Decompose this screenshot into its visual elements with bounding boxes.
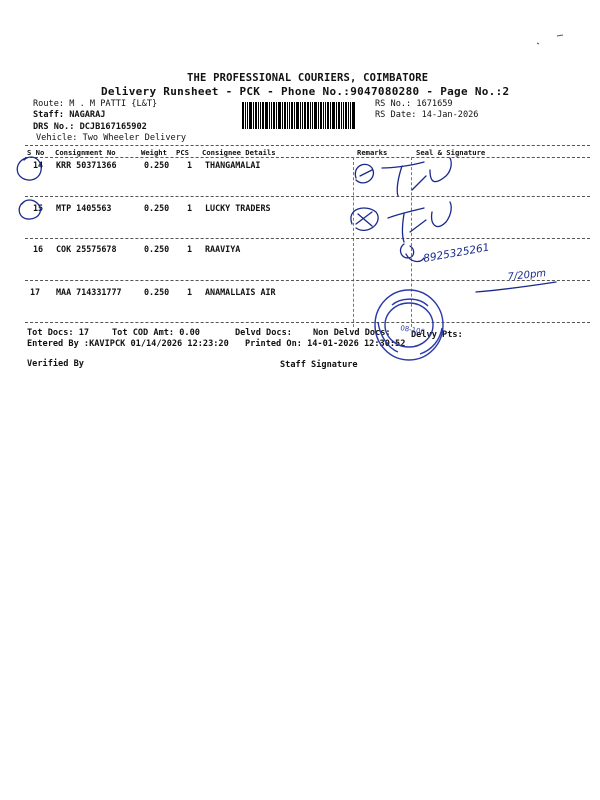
row-pcs: 1: [187, 287, 193, 297]
entered-by: Entered By :KAVIPCK 01/14/2026 12:23:20: [27, 339, 229, 349]
row-pcs: 1: [187, 160, 193, 170]
vehicle-label: Vehicle: Two Wheeler Delivery: [36, 133, 187, 143]
staff-label: Staff: NAGARAJ: [33, 110, 106, 120]
row-sno: 16: [33, 244, 44, 254]
col-consignment: Consignment No: [55, 148, 116, 157]
row-consignee: ANAMALLAIS AIR: [205, 287, 276, 297]
verified-by: Verified By: [27, 359, 84, 369]
route-label: Route: M . M PATTI {L&T}: [33, 99, 158, 109]
row16-phone-handwriting: 8925325261: [422, 241, 491, 265]
delivered-docs: Delvd Docs:: [235, 328, 292, 338]
stamp-date: 08-106: [399, 324, 426, 337]
delivery-points: Delvy Pts:: [411, 330, 463, 340]
company-title: THE PROFESSIONAL COURIERS, COIMBATORE: [187, 72, 429, 84]
col-seal-signature: Seal & Signature: [416, 148, 486, 157]
remarks-divider: [353, 157, 354, 327]
row-sno: 14: [33, 160, 44, 170]
row-weight: 0.250: [144, 160, 170, 170]
row-consignee: THANGAMALAI: [205, 160, 261, 170]
row-weight: 0.250: [144, 244, 170, 254]
non-delivered-docs: Non Delvd Docs:: [313, 328, 391, 338]
row-sno: 15: [33, 203, 44, 213]
rs-date: RS Date: 14-Jan-2026: [375, 110, 479, 120]
drs-number: DRS No.: DCJB167165902: [33, 122, 147, 132]
corner-speck: [537, 35, 563, 44]
row-consignment: MTP 1405563: [56, 203, 112, 213]
col-remarks: Remarks: [357, 148, 388, 157]
remark-scribble: [355, 164, 373, 183]
printed-on: Printed On: 14-01-2026 12:30:52: [245, 339, 406, 349]
barcode: [242, 102, 370, 129]
delivery-stamp: [375, 290, 443, 360]
staff-signature: Staff Signature: [280, 360, 358, 370]
row-consignment: MAA 714331777: [56, 287, 122, 297]
table-header-rule: [25, 157, 590, 158]
row-consignment: KRR 50371366: [56, 160, 117, 170]
row-divider: [25, 280, 590, 281]
row-sno: 17: [30, 287, 41, 297]
row-consignment: COK 25575678: [56, 244, 117, 254]
row-divider: [25, 238, 590, 239]
row-weight: 0.250: [144, 287, 170, 297]
rs-number: RS No.: 1671659: [375, 99, 453, 109]
seal-divider: [411, 157, 412, 327]
signature-scribble: [388, 202, 451, 242]
total-cod-amount: Tot COD Amt: 0.00: [112, 328, 200, 338]
row-consignee: RAAVIYA: [205, 244, 241, 254]
col-weight: Weight: [141, 148, 167, 157]
row16-time-handwriting: 7/20pm: [507, 268, 547, 283]
col-sno: S No: [27, 148, 45, 157]
row-pcs: 1: [187, 203, 193, 213]
runsheet-subtitle: Delivery Runsheet - PCK - Phone No.:9047080280 - Page No.:2: [101, 85, 510, 98]
signature-scribble: [401, 244, 424, 261]
table-bottom-rule: [25, 322, 590, 323]
row-pcs: 1: [187, 244, 193, 254]
col-consignee: Consignee Details: [202, 148, 276, 157]
row-weight: 0.250: [144, 203, 170, 213]
total-docs: Tot Docs: 17: [27, 328, 90, 338]
time-underline: [476, 282, 556, 292]
row-consignee: LUCKY TRADERS: [205, 203, 271, 213]
signature-scribble: [382, 158, 451, 196]
row-divider: [25, 196, 590, 197]
remark-scribble: [351, 208, 378, 230]
table-top-rule: [25, 145, 590, 146]
col-pcs: PCS: [176, 148, 189, 157]
